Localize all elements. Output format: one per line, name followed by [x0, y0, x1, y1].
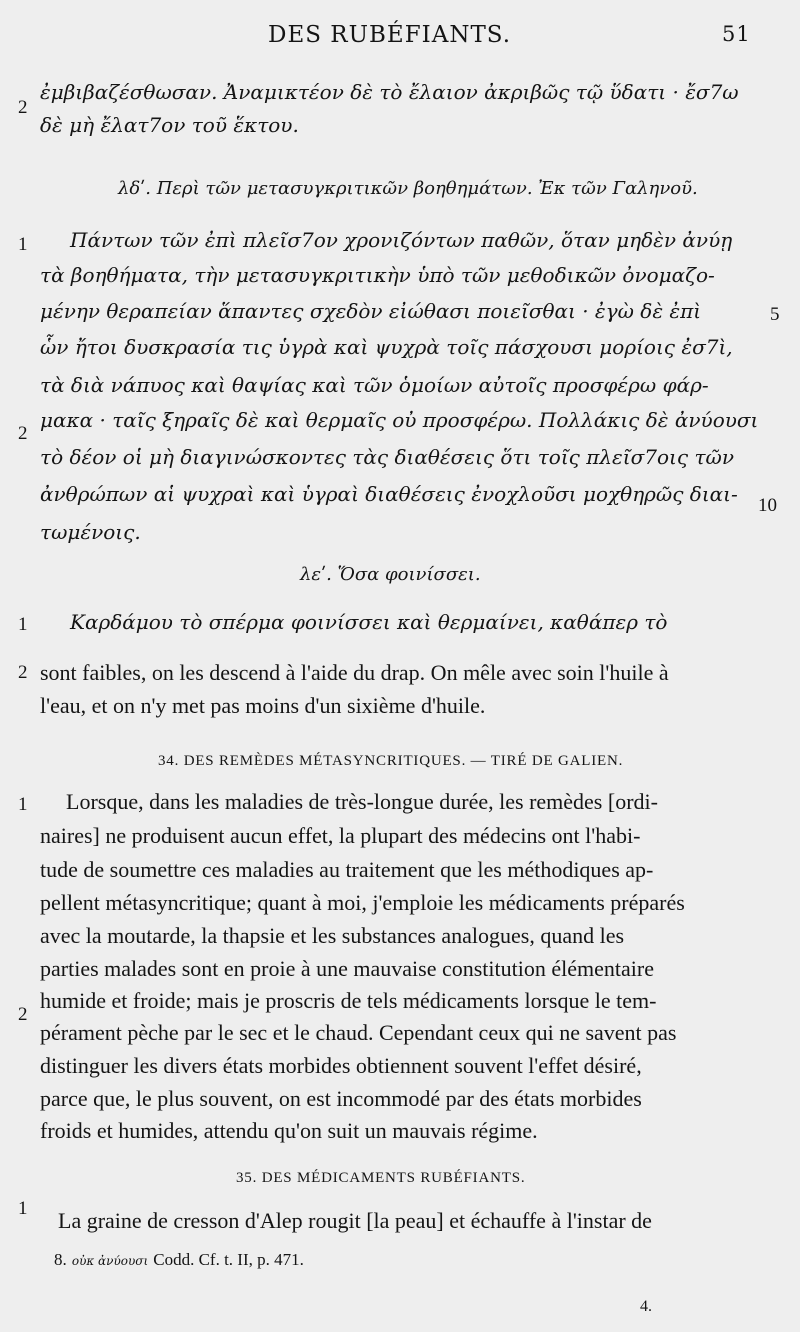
french-line: parce que, le plus souvent, on est incommodé par des états morbides: [40, 1086, 642, 1111]
greek-line: τὰ διὰ νάπυος καὶ θαψίας καὶ τῶν ὁμοίων αὐτοῖς προσφέρω φάρ-: [40, 373, 709, 397]
greek-line: μακα · ταῖς ξηραῖς δὲ καὶ θερμαῖς οὐ προσφέρω. Πολλάκις δὲ ἀνύουσι: [40, 408, 759, 432]
french-line: froids et humides, attendu qu'on suit un mauvais régime.: [40, 1118, 538, 1143]
footnote-greek: οὐκ ἀνύουσι: [71, 1254, 149, 1268]
margin-number: 2: [18, 97, 28, 118]
greek-line: Πάντων τῶν ἐπὶ πλεῖσ7ον χρονιζόντων παθῶν, ὅταν μηδὲν ἀνύῃ: [70, 228, 733, 252]
french-line: avec la moutarde, la thapsie et les substances analogues, quand les: [40, 923, 625, 948]
footnote-text: Codd. Cf. t. II, p. 471.: [153, 1250, 304, 1269]
french-line: pérament pèche par le sec et le chaud. Cependant ceux qui ne savent pas: [40, 1020, 677, 1045]
margin-number: 2: [18, 1004, 28, 1025]
margin-number: 1: [18, 234, 28, 255]
footnote-number: 8.: [54, 1250, 67, 1269]
line-number: 10: [758, 495, 777, 516]
margin-number: 1: [18, 1198, 28, 1219]
running-header: DES RUBÉFIANTS.: [268, 22, 512, 48]
french-line: La graine de cresson d'Alep rougit [la peau] et échauffe à l'instar de: [58, 1208, 652, 1233]
french-section-title: 34. DES REMÈDES MÉTASYNCRITIQUES. — TIRÉ DE GALIEN.: [158, 753, 624, 769]
line-number: 5: [770, 304, 780, 325]
french-line: naires] ne produisent aucun effet, la plupart des médecins ont l'habi-: [40, 823, 641, 848]
greek-line: τωμένοις.: [40, 520, 141, 544]
french-line: parties malades sont en proie à une mauvaise constitution élémentaire: [40, 956, 654, 981]
french-section-title: 35. DES MÉDICAMENTS RUBÉFIANTS.: [236, 1170, 526, 1186]
margin-number: 2: [18, 662, 28, 683]
greek-line: Καρδάμου τὸ σπέρμα φοινίσσει καὶ θερμαίνει, καθάπερ τὸ: [70, 610, 668, 634]
french-line: tude de soumettre ces maladies au traitement que les méthodiques ap-: [40, 857, 654, 882]
french-line: humide et froide; mais je proscris de tels médicaments lorsque le tem-: [40, 988, 657, 1013]
french-line: sont faibles, on les descend à l'aide du drap. On mêle avec soin l'huile à: [40, 660, 669, 685]
greek-line: ἐμβιβαζέσθωσαν. Ἀναμικτέον δὲ τὸ ἔλαιον ἀκριβῶς τῷ ὕδατι · ἔσ7ω: [40, 80, 739, 104]
french-line: l'eau, et on n'y met pas moins d'un sixième d'huile.: [40, 693, 486, 718]
greek-line: τὸ δέον οἱ μὴ διαγινώσκοντες τὰς διαθέσεις ὅτι τοῖς πλεῖσ7οις τῶν: [40, 445, 734, 469]
greek-section-title: λδʹ. Περὶ τῶν μετασυγκριτικῶν βοηθημάτων. Ἐκ τῶν Γαληνοῦ.: [118, 178, 698, 199]
page-number: 51: [722, 22, 751, 46]
greek-line: τὰ βοηθήματα, τὴν μετασυγκριτικὴν ὑπὸ τῶν μεθοδικῶν ὀνομαζο-: [40, 263, 715, 287]
footnote: [54, 1250, 304, 1270]
greek-line: ὧν ἤτοι δυσκρασία τις ὑγρὰ καὶ ψυχρὰ τοῖς πάσχουσι μορίοις ἐσ7ὶ,: [40, 335, 733, 359]
french-line: Lorsque, dans les maladies de très-longue durée, les remèdes [ordi-: [66, 789, 658, 814]
greek-section-title: λεʹ. Ὅσα φοινίσσει.: [300, 564, 481, 585]
french-line: distinguer les divers états morbides obtiennent souvent l'effet désiré,: [40, 1053, 642, 1078]
french-line: pellent métasyncritique; quant à moi, j'emploie les médicaments préparés: [40, 890, 685, 915]
greek-line: μένην θεραπείαν ἅπαντες σχεδὸν εἰώθασι ποιεῖσθαι · ἐγὼ δὲ ἐπὶ: [40, 299, 702, 323]
signature-mark: 4.: [640, 1298, 652, 1315]
greek-line: ἀνθρώπων αἱ ψυχραὶ καὶ ὑγραὶ διαθέσεις ἐνοχλοῦσι μοχθηρῶς διαι-: [40, 482, 738, 506]
margin-number: 1: [18, 614, 28, 635]
margin-number: 1: [18, 794, 28, 815]
greek-line: δὲ μὴ ἔλατ7ον τοῦ ἕκτου.: [40, 113, 299, 137]
margin-number: 2: [18, 423, 28, 444]
